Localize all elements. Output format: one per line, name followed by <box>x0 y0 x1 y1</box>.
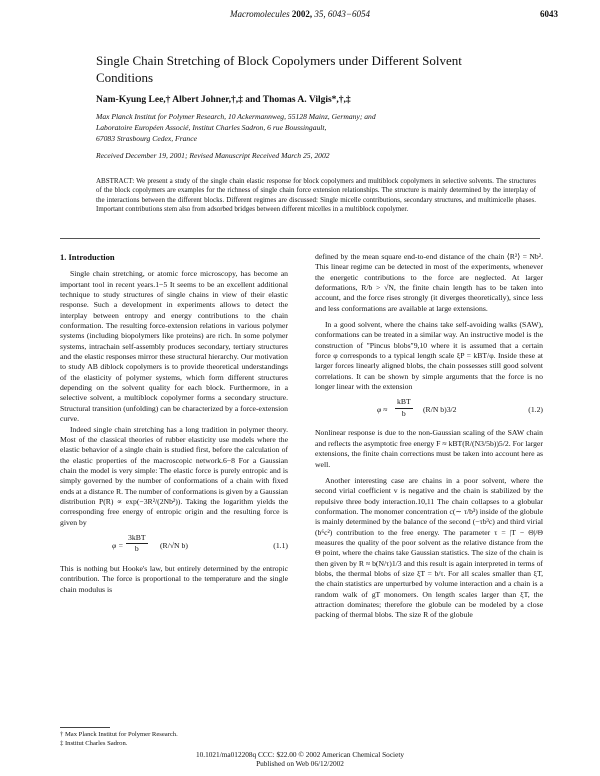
equation-fraction <box>126 533 148 555</box>
abstract: ABSTRACT: We present a study of the single chain elastic response for block copolymers and multiblock copolymers in selective solvents. The structures of the block copolymers are examples for the richness of single chain force extension relationships. The structure is mainly determined by the interplay of the interactions between the different blocks. Different regimes are discussed: Single micelle contributions, secondary structures, and multimicelle phases. Important contributions stem also from adsorbed bridges between different micelles in a multiblock copolymer. <box>96 177 536 214</box>
section-heading: 1. Introduction <box>60 252 115 262</box>
footnote-rule <box>60 727 110 728</box>
page-footer <box>0 750 600 768</box>
equation-lhs: φ ≈ <box>377 405 388 415</box>
doi-line: 10.1021/ma012208q CCC: $22.00 © 2002 American Chemical Society <box>195 750 404 759</box>
paragraph: Indeed single chain stretching has a long tradition in polymer theory. Most of the classical theories of rubber elasticity use models where the elastic behavior of a single chain is studied first, before the calculation of the elastic properties of the macroscopic network.6−8 For a Gaussian chain the model is very simple: The elastic force is purely entropic and is simply governed by the number of conformations of a chain with fixed ends at a distance R. The number of conformations is given by a Gaussian distribution P(R) ∝ exp(−3R²/(2Nb²)). Taking the logarithm yields the corresponding free energy of entropic origin and the resulting force is given by <box>60 424 288 527</box>
page-number: 6043 <box>540 9 558 19</box>
published-line: Published on Web 06/12/2002 <box>256 759 344 768</box>
journal-year: 2002, <box>291 9 313 19</box>
paragraph: In a good solvent, where the chains take self-avoiding walks (SAW), conformations can be treated in a similar way. An instructive model is the construction of "Pincus blobs"9,10 where it is assumed that a certain force φ corresponds to a typical length scale ξP = kBT/φ. Inside these at larger forces linearly aligned blobs, the chain possesses still good solvent correlations. It can be shown by simple arguments that the force is no longer linear with the extension <box>315 320 543 392</box>
left-column <box>60 252 288 595</box>
equation-number: (1.2) <box>528 405 543 415</box>
affiliation <box>96 111 496 144</box>
right-column <box>315 252 543 621</box>
paragraph: Nonlinear response is due to the non-Gaussian scaling of the SAW chain and reflects the asymptotic free energy F ≈ kBT(R/(N3/5b))5/2. For larger extensions, the finite chain corrections must be taken into account here as well. <box>315 428 543 469</box>
paragraph: Single chain stretching, or atomic force microscopy, has become an important tool in recent years.1−5 It seems to be an excellent additional technique to study structures of single chains in view of their elastic response. Such a development in experiments allows to detect the interplay between entropy and energy contributions to the chain conformation. The resulting force-extension relations in various polymer systems (including biopolymers like proteins) are rich. In some polymer systems, intrachain self-assembly produces secondary, tertiary structures and the elastic responses mirror these structural hierarchy. Our motivation to study AB diblock copolymers is to provide theoretical understandings of the elasticity of polymer systems, which form different structures depending on the solvent quality for each block. Furthermore, in a selective solvent, a multiblock copolymer forms a secondary structure. Structural transition (unfolding) can be characterized by a force-extension curve. <box>60 269 288 424</box>
equation-lhs: φ = <box>112 540 124 550</box>
equation-numerator: 3kBT <box>126 533 148 544</box>
running-header <box>0 9 600 19</box>
journal-pages: 6043−6054 <box>327 9 370 19</box>
affiliation-line: Laboratoire Européen Associé, Institut Charles Sadron, 6 rue Boussingault, <box>96 123 327 132</box>
journal-volume: 35, <box>314 9 326 19</box>
paragraph: Another interesting case are chains in a poor solvent, where the second virial coefficient v is negative and the chain is stabilized by the repulsive three body interaction.10,11 The chain collapses to a globular conformation. The monomer concentration c(∼ τ/b³) inside of the globule is mainly determined by the balance of the second (−τb³c) and third virial (b⁶c²) contribution to the free energy. The parameter τ = |T − Θ|/Θ measures the quality of the poor solvent as the relative distance from the Θ point, where the chains take Gaussian statistics. The size of the chain is then given by R ≈ b(N/τ)1/3 and this result is again interpreted in terms of blobs, the thermal blobs of size ξT = b/τ. For all scales smaller than ξT, the chain statistics are unperturbed by volume interaction and a chain is a random walk of gT monomers. On length scales larger than ξT, the attraction dominates; therefore the globule can be modeled by a close packing of thermal blobs. The size R of the globule <box>315 475 543 620</box>
equation-number: (1.1) <box>273 540 288 550</box>
author-list: Nam-Kyung Lee,† Albert Johner,†,‡ and Thomas A. Vilgis*,†,‡ <box>96 95 351 105</box>
paragraph: This is nothing but Hooke's law, but entirely determined by the entropic contribution. The force is proportional to the temperature and the single chain modulus is <box>60 563 288 594</box>
received-dates: Received December 19, 2001; Revised Manuscript Received March 25, 2002 <box>96 151 330 160</box>
equation-numerator: kBT <box>395 397 413 408</box>
footnote: ‡ Institut Charles Sadron. <box>60 739 128 747</box>
journal-name: Macromolecules <box>230 9 290 19</box>
equation-1-2 <box>315 396 543 424</box>
footnote: † Max Planck Institut for Polymer Research. <box>60 731 178 738</box>
footnotes <box>60 727 288 748</box>
equation-denominator: b <box>134 544 139 554</box>
affiliation-line: 67083 Strasbourg Cedex, France <box>96 134 197 143</box>
equation-1-1 <box>60 532 288 560</box>
affiliation-line: Max Planck Institut for Polymer Research, 10 Ackermannweg, 55128 Mainz, Germany; and <box>96 112 376 121</box>
equation-term: (R/N b)3/2 <box>423 405 457 415</box>
article-title: Single Chain Stretching of Block Copolymers under Different Solvent Conditions <box>96 53 462 85</box>
equation-fraction <box>395 397 413 419</box>
paragraph: defined by the mean square end-to-end distance of the chain ⟨R²⟩ = Nb². This linear regime can be detected in most of the experiments, whenever the energetic contributions to the force are neglected. At larger deformations, R/b > √N, the finite chain length has to be taken into account, and the force rises strongly (it diverges theoretically), since less and less conformations are available at large extensions. <box>315 252 543 313</box>
divider <box>60 238 540 239</box>
equation-denominator: b <box>401 408 406 418</box>
equation-term: (R/√N b) <box>160 540 188 550</box>
